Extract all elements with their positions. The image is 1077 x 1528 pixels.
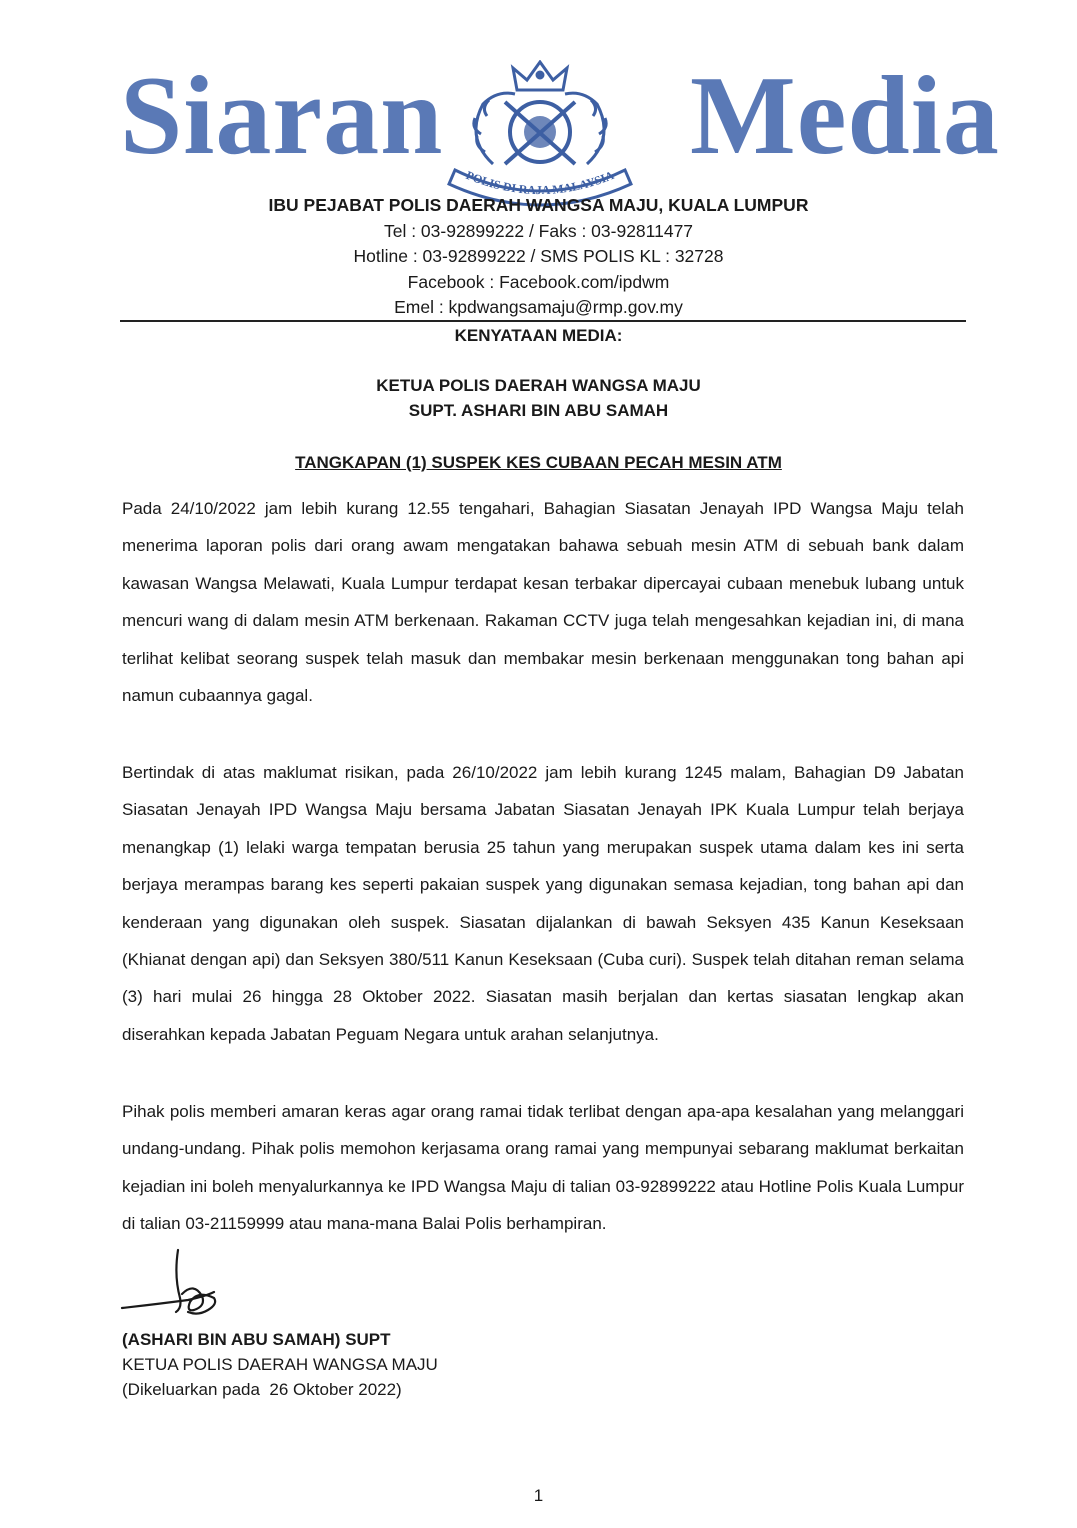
body-paragraph-1: Pada 24/10/2022 jam lebih kurang 12.55 tengahari, Bahagian Siasatan Jenayah IPD Wangsa Maju telah menerima laporan polis dari orang awam mengatakan bahawa sebuah mesin ATM di sebuah bank dalam kawasan Wangsa Melawati, Kuala Lumpur terdapat kesan terbakar dipercayai cubaan menebuk lubang untuk mencuri wang di dalam mesin ATM berkenaan. Rakaman CCTV juga telah mengesahkan kejadian ini, di mana terlihat kelibat seorang suspek telah masuk dan membakar mesin berkenaan menggunakan tong bahan api namun cubaannya gagal.	[122, 499, 964, 706]
banner-word-media: Media	[690, 54, 1000, 178]
signoff-position: KETUA POLIS DAERAH WANGSA MAJU	[122, 1355, 438, 1374]
signoff-block	[122, 1327, 438, 1402]
issuer-title: KETUA POLIS DAERAH WANGSA MAJU	[376, 376, 701, 395]
page-number: 1	[533, 1486, 544, 1505]
office-name: IBU PEJABAT POLIS DAERAH WANGSA MAJU, KUALA LUMPUR	[268, 195, 809, 215]
signature-icon	[118, 1246, 228, 1328]
banner-word-siaran: Siaran	[120, 54, 444, 178]
body-paragraph-3: Pihak polis memberi amaran keras agar orang ramai tidak terlibat dengan apa-apa kesalahan yang melanggari undang-undang. Pihak polis memohon kerjasama orang ramai yang mempunyai sebarang maklumat berkaitan kejadian ini boleh menyalurkannya ke IPD Wangsa Maju di talian 03-92899222 atau Hotline Polis Kuala Lumpur di talian 03-21159999 atau mana-mana Balai Polis berhampiran.	[122, 1102, 964, 1234]
statement-title: TANGKAPAN (1) SUSPEK KES CUBAAN PECAH MESIN ATM	[295, 453, 782, 472]
email-link[interactable]: Emel : kpdwangsamaju@rmp.gov.my	[394, 297, 683, 317]
signoff-issued-date: (Dikeluarkan pada 26 Oktober 2022)	[122, 1380, 402, 1399]
tel-fax: Tel : 03-92899222 / Faks : 03-92811477	[383, 220, 694, 241]
facebook-link[interactable]: Facebook : Facebook.com/ipdwm	[407, 271, 670, 292]
body-paragraph-2: Bertindak di atas maklumat risikan, pada 26/10/2022 jam lebih kurang 1245 malam, Bahagian D9 Jabatan Siasatan Jenayah IPD Wangsa Maju bersama Jabatan Siasatan Jenayah IPK Kuala Lumpur telah berjaya menangkap (1) lelaki warga tempatan berusia 25 tahun yang merupakan suspek utama dalam kes ini serta berjaya merampas barang kes seperti pakaian suspek yang digunakan semasa kejadian, tong bahan api dan kenderaan yang digunakan oleh suspek. Siasatan dijalankan di bawah Seksyen 435 Kanun Keseksaan (Khianat dengan api) dan Seksyen 380/511 Kanun Keseksaan (Cuba curi). Suspek telah ditahan reman selama (3) hari mulai 26 hingga 28 Oktober 2022. Siasatan masih berjalan dan kertas siasatan lengkap akan diserahkan kepada Jabatan Peguam Negara untuk arahan selanjutnya.	[122, 763, 964, 1044]
issuer-name: SUPT. ASHARI BIN ABU SAMAH	[408, 401, 669, 420]
svg-text:POLIS DI RAJA MALAYSIA: POLIS DI RAJA MALAYSIA	[464, 167, 616, 198]
header-divider	[120, 320, 966, 322]
statement-label: KENYATAAN MEDIA:	[454, 326, 623, 345]
media-banner	[0, 30, 1077, 198]
police-crest-icon	[435, 60, 645, 210]
signoff-name: (ASHARI BIN ABU SAMAH) SUPT	[122, 1330, 391, 1349]
contact-block	[0, 193, 1077, 321]
hotline: Hotline : 03-92899222 / SMS POLIS KL : 32728	[353, 246, 724, 266]
